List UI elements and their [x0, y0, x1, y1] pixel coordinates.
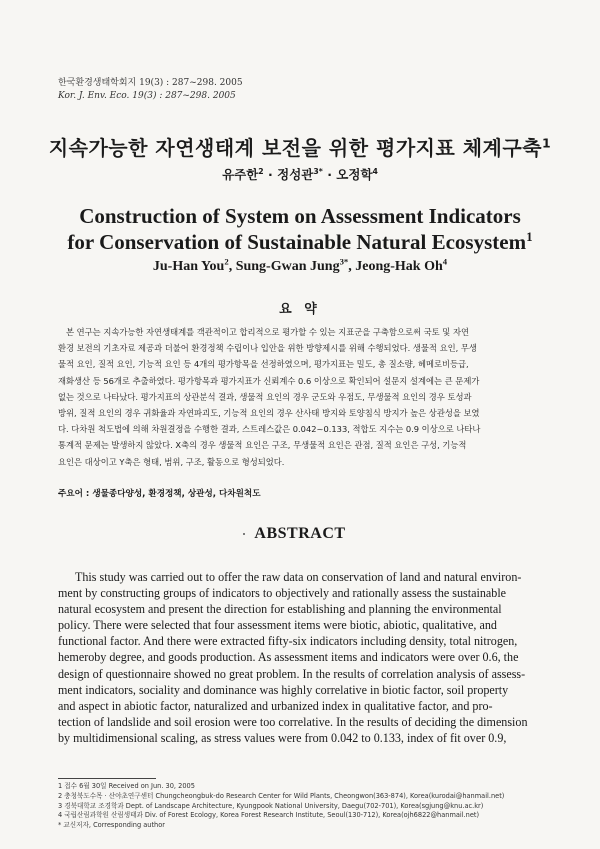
- korean-title-footnote-mark: 1: [542, 135, 552, 151]
- abstract-line: ment by constructing groups of indicators to objectively and rationally assess the sustainable: [58, 586, 507, 601]
- abstract-line: 방위, 질적 요인의 경우 귀화율과 자연파괴도, 기능적 요인의 경우 산사태 방지와 토양침식 방지가 높은 상관성을 보였: [58, 407, 480, 418]
- author-name: 유주한: [222, 167, 259, 182]
- abstract-line: design of questionnaire showed no great problem. In the results of correlation analysis of assess-: [58, 666, 526, 681]
- footnote: 4 국립산림과학원 산림생태과 Div. of Forest Ecology, Korea Forest Research Institute, Seoul(130-712), Korea(ojh6822@hanmail.net): [58, 811, 480, 820]
- korean-authors: [0, 165, 600, 183]
- abstract-line: by multidimensional scaling, as stress values were from 0.042 to 0.133, index of fit over 0.9,: [58, 730, 507, 745]
- author-separator: ·: [263, 167, 278, 182]
- footnote: 2 충청북도수목 · 산야초연구센터 Chungcheongbuk-do Research Center for Wild Plants, Cheongwon(363-874), Korea(kurodai@hanmail.net): [58, 791, 505, 800]
- footnote: * 교신저자, Corresponding author: [58, 821, 165, 830]
- abstract-line: 환경 보전의 기초자료 제공과 더불어 환경정책 수립이나 입안을 위한 방향제시를 위해 수행되었다. 생물적 요인, 무생: [58, 343, 477, 354]
- author-separator: ,: [228, 259, 236, 274]
- abstract-line: hemeroby degree, and goods production. As assessment items and indicators were over 0.6, the: [58, 650, 519, 665]
- author-name: 오정학: [336, 167, 373, 182]
- english-title-line: Construction of System on Assessment Indicators: [79, 204, 521, 228]
- journal-citation-english: Kor. J. Env. Eco. 19(3) : 287~298. 2005: [58, 91, 236, 101]
- abstract-line: This study was carried out to offer the raw data on conservation of land and natural environ-: [75, 570, 522, 584]
- abstract-line: functional factor. And there were extracted fifty-six indicators including density, total nitrogen,: [58, 634, 518, 649]
- english-title: [30, 203, 570, 255]
- author-separator: ,: [348, 259, 356, 274]
- footnote: 1 접수 6월 30일 Received on Jun. 30, 2005: [58, 782, 195, 790]
- author-name: Sung-Gwan Jung: [235, 259, 340, 274]
- journal-citation-korean: 한국환경생태학회지 19(3) : 287~298. 2005: [58, 78, 243, 88]
- keywords: 주요어 : 생물종다양성, 환경정책, 상관성, 다차원척도: [58, 489, 261, 499]
- abstract-line: 본 연구는 지속가능한 자연생태계를 객관적이고 합리적으로 평가할 수 있는 지표군을 구축함으로써 국토 및 자연: [66, 327, 469, 337]
- korean-title-text: 지속가능한 자연생태계 보전을 위한 평가지표 체계구축: [48, 136, 543, 160]
- author-name: Ju-Han You: [152, 259, 225, 274]
- abstract-line: 다. 다차원 척도법에 의해 차원결정을 수행한 결과, 스트레스값은 0.042~0.133, 적합도 지수는 0.9 이상으로 나타나: [58, 424, 481, 435]
- korean-abstract: [58, 324, 550, 470]
- abstract-line: 없는 것으로 나타났다. 평가지표의 상관분석 결과, 생물적 요인의 경우 군도와 우점도, 무생물적 요인의 경우 토성과: [58, 391, 472, 402]
- english-abstract: [58, 569, 550, 746]
- abstract-line: tection of landslide and soil erosion were too correlative. In the results of deciding the dimension: [58, 714, 528, 729]
- english-title-line: for Conservation of Sustainable Natural Ecosystem$^1$: [67, 229, 533, 254]
- author-affiliation-mark: 3*: [313, 166, 323, 176]
- author-affiliation-mark: 3*: [339, 256, 349, 267]
- abstract-line: and aspect in abiotic factor, naturalized and urbanized index in qualitative factor, and pro-: [58, 698, 493, 713]
- abstract-line: 재화생산 등 56개로 추출하였다. 평가항목과 평가지표가 신뢰계수 0.6 이상으로 확인되어 설문지 설계에는 큰 문제가: [58, 375, 480, 386]
- author-name: 정성관: [277, 167, 314, 182]
- author-name: Jeong-Hak Oh: [355, 259, 443, 274]
- english-abstract-heading: ABSTRACT: [254, 525, 346, 542]
- author-affiliation-mark: 2: [258, 166, 264, 176]
- author-affiliation-mark: 2: [224, 256, 229, 267]
- journal-citation: [58, 77, 358, 103]
- abstract-line: 물적 요인, 질적 요인, 기능적 요인 등 4개의 평가항목을 선정하였으며, 평가지표는 밀도, 총 질소량, 헤메로비등급,: [58, 359, 469, 370]
- author-separator: ·: [322, 167, 337, 182]
- footnote: 3 경북대학교 조경학과 Dept. of Landscape Architecture, Kyungpook National University, Daegu(702-701), Korea(sgjung@knu.ac.kr): [58, 801, 484, 810]
- author-affiliation-mark: 4: [442, 256, 448, 267]
- korean-title: [0, 132, 600, 161]
- footnote-divider: [58, 778, 156, 779]
- abstract-line: ment indicators, sociality and dominance was highly correlative in biotic factor, soil property: [58, 682, 509, 697]
- footnotes: [58, 782, 558, 831]
- korean-abstract-heading: 요 약: [279, 302, 321, 317]
- abstract-line: policy. There were selected that four assessment items were biotic, abiotic, qualitative, and: [58, 618, 497, 633]
- abstract-line: natural ecosystem and present the direction for establishing and planning the environmental: [58, 602, 502, 617]
- english-title-footnote-mark: 1: [526, 229, 533, 244]
- abstract-line: 통계적 문제는 발생하지 않았다. X축의 경우 생물적 요인은 구조, 무생물적 요인은 관점, 질적 요인은 구성, 기능적: [58, 440, 467, 451]
- abstract-line: 요인은 대상이고 Y축은 형태, 범위, 구조, 활동으로 형성되었다.: [58, 456, 285, 467]
- author-affiliation-mark: 4: [372, 166, 378, 176]
- english-authors: [0, 256, 600, 275]
